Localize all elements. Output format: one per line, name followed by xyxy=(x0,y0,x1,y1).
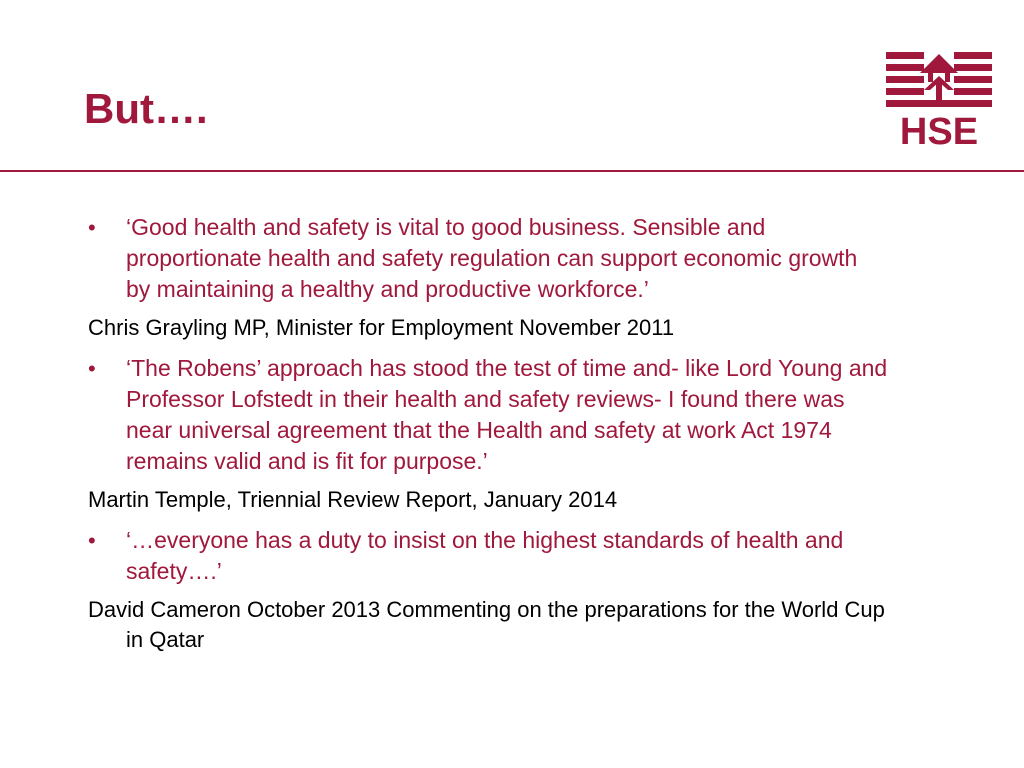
quotes-list xyxy=(88,212,888,665)
quote-attribution: Martin Temple, Triennial Review Report, January 2014 xyxy=(88,487,618,512)
title-divider xyxy=(0,170,1024,172)
quote-item xyxy=(88,353,888,477)
slide-title: But…. xyxy=(84,85,208,132)
quote-item xyxy=(88,525,888,587)
bullet-icon: • xyxy=(88,528,96,553)
quote-text: ‘The Robens’ approach has stood the test of time and- like Lord Young and Professor Lofstedt in their health and safety reviews- I found there was near universal agreement that the Health and safety at work Act 1974 remains valid and is fit for purpose.’ xyxy=(126,355,888,474)
hse-logo xyxy=(886,52,992,148)
quote-item xyxy=(88,212,888,305)
quote-attribution: David Cameron October 2013 Commenting on the preparations for the World Cup in Qatar xyxy=(88,597,885,652)
hse-logo-text: HSE xyxy=(899,111,979,148)
quote-text: ‘…everyone has a duty to insist on the highest standards of health and safety….’ xyxy=(126,527,844,584)
bullet-icon: • xyxy=(88,215,96,240)
quote-text: ‘Good health and safety is vital to good business. Sensible and proportionate health and safety regulation can support economic growth by maintaining a healthy and productive workforce.’ xyxy=(126,214,858,302)
bullet-icon: • xyxy=(88,356,96,381)
quote-attribution: Chris Grayling MP, Minister for Employment November 2011 xyxy=(88,315,675,340)
